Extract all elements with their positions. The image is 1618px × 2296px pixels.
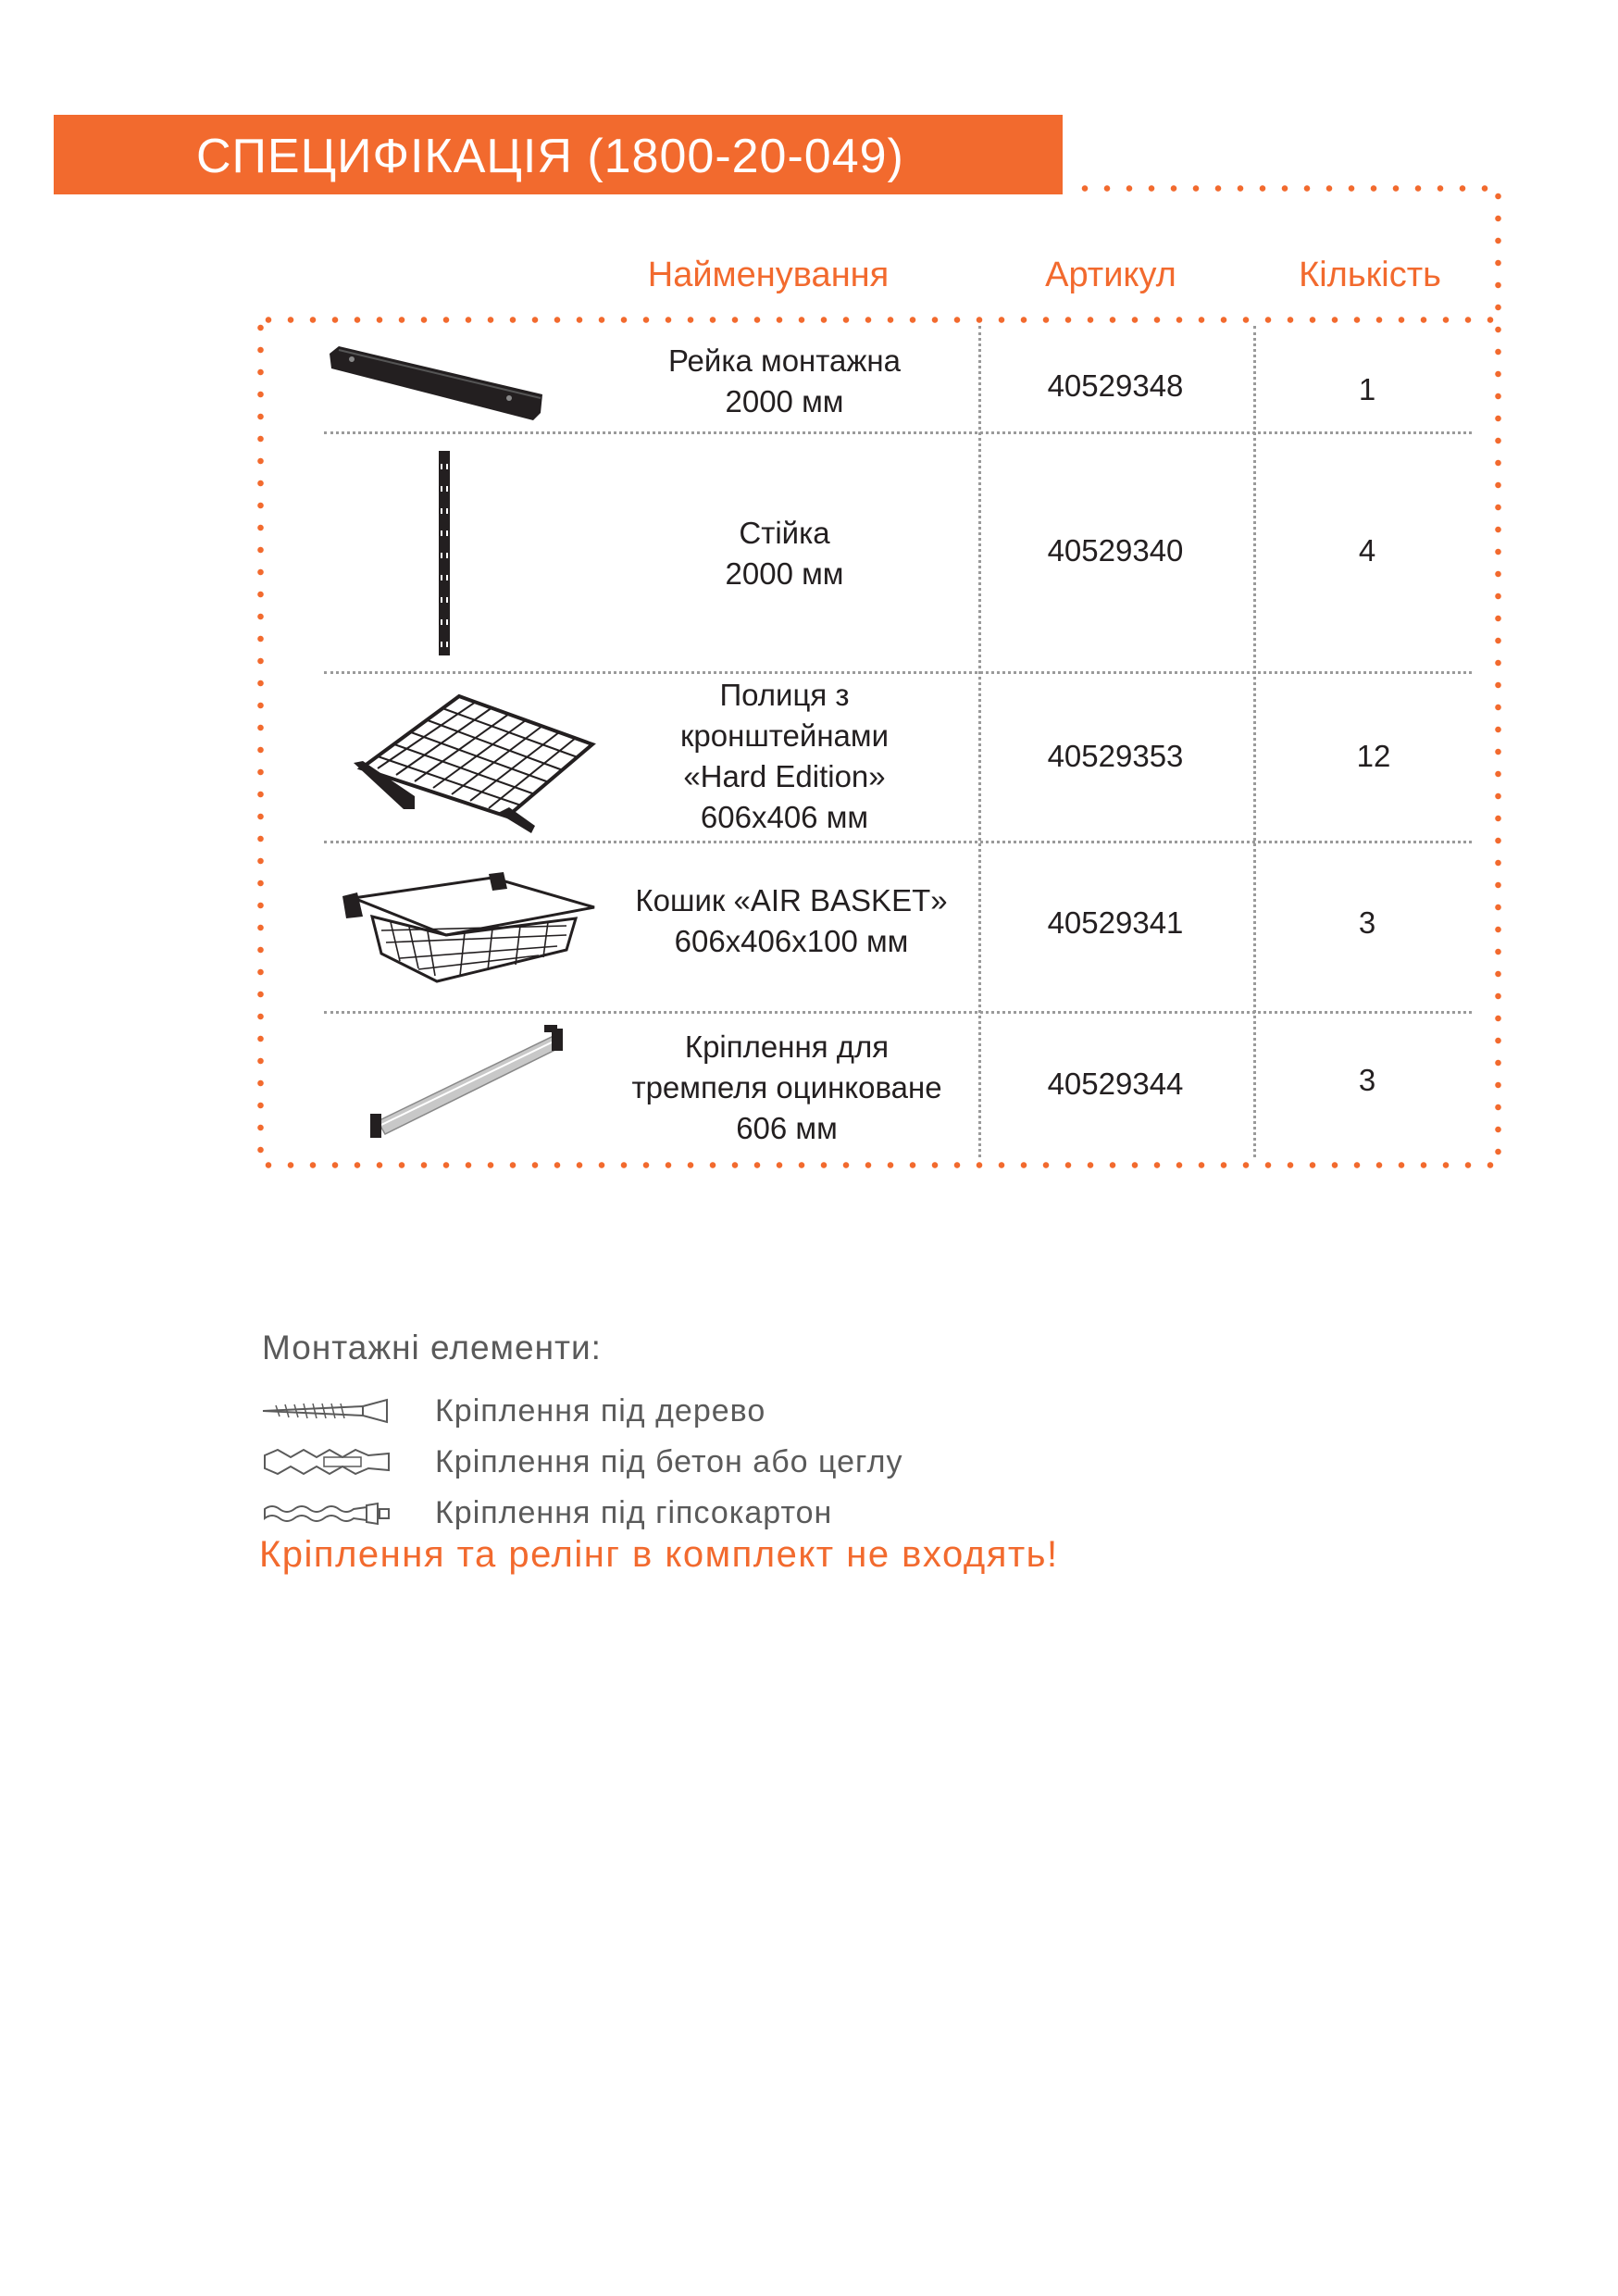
frame-left-dots [257,317,264,1168]
grid-line-vertical [1253,326,1256,1157]
item-name [592,1023,981,1153]
item-name-line: Кошик «AIR BASKET» [635,883,948,917]
item-article: 40529344 [1047,1067,1184,1101]
frame-header-dots [257,317,1501,323]
item-name-line: «Hard Edition» [683,759,886,793]
item-qty: 4 [1358,533,1376,568]
wall-plug-icon [259,1446,398,1478]
item-article: 40529353 [1047,739,1184,773]
item-name-line: 2000 мм [725,384,844,418]
item-name-line: 606х406 мм [700,800,869,834]
item-name-line: кронштейнами [679,718,890,753]
mounting-item-label: Кріплення під дерево [435,1393,766,1429]
item-qty: 3 [1358,905,1376,940]
page-title: СПЕЦИФІКАЦІЯ (1800-20-049) [196,130,904,183]
drywall-anchor-icon [259,1502,398,1526]
column-header-name: Найменування [647,256,890,294]
mounting-rail-icon [324,341,555,424]
mounting-item-label: Кріплення під гіпсокартон [435,1495,833,1530]
item-name [592,674,977,839]
item-name-line: Стійка [739,516,830,550]
item-article: 40529341 [1047,905,1184,940]
item-article: 40529340 [1047,533,1184,568]
row-divider [324,1011,1472,1014]
frame-top-dots [1074,185,1500,192]
item-qty: 1 [1358,372,1376,406]
row-divider [324,841,1472,843]
column-header-article: Артикул [1045,256,1176,294]
wire-basket-icon [335,861,604,1000]
column-header-qty: Кількість [1299,256,1441,294]
item-name-line: Кріплення для [684,1029,890,1064]
item-article: 40529348 [1047,368,1184,403]
warning-text: Кріплення та релінг в комплект не входять! [259,1534,1059,1575]
mounting-item-label: Кріплення під бетон або цеглу [435,1444,903,1479]
mounting-heading: Монтажні елементи: [262,1329,602,1366]
item-name [592,875,990,967]
item-name-line: 606 мм [736,1111,838,1145]
row-divider [324,431,1472,434]
item-qty: 3 [1358,1063,1376,1097]
wire-shelf-icon [350,687,600,840]
item-name-line: Полиця з [719,678,850,712]
frame-bottom-dots [257,1162,1501,1168]
frame-right-dots [1495,185,1501,1168]
upright-post-icon [430,449,458,657]
item-name [592,507,977,600]
wood-screw-icon [259,1398,398,1424]
item-name-line: 606х406х100 мм [674,924,909,958]
hanger-rail-icon [363,1023,576,1143]
item-name-line: тремпеля оцинковане [631,1070,942,1104]
item-name-line: 2000 мм [725,556,844,591]
item-name-line: Рейка монтажна [667,343,902,378]
item-name [592,335,977,428]
item-qty: 12 [1356,739,1391,773]
